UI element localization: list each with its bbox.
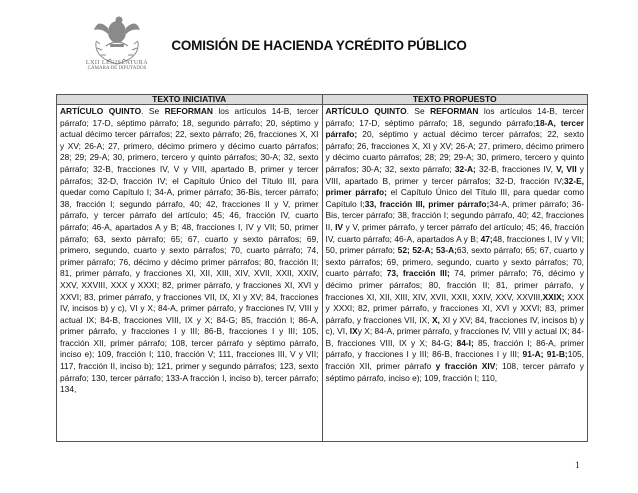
text-segment: 74, primer párrafo; 76, décimo y décimo primer párrafos; 80, fracción II; 81, primer párrafo, y fracciones XI, XII, XIII, XIV, XVII, XXII, XXIV, XXV, XXVIII, <box>325 268 584 302</box>
text-segment: 34-A, primer párrafo; 36-Bis, tercer párrafo; 38, fracción I; segundo párrafo, 40; 42, fracciones II, <box>325 198 584 232</box>
bold-text-segment: ARTÍCULO QUINTO <box>60 106 142 116</box>
bold-text-segment: V, VII <box>556 163 577 174</box>
cell-texto-propuesto <box>322 105 588 441</box>
seal-line1: LXII LEGISLATURA <box>85 60 149 66</box>
text-segment: y X; 84-A, primer párrafo, y fracciones IV, VIII y actual IX; 84-B, fracciones VIII, IX y X; 84-G; <box>325 326 584 348</box>
seal-line2: CÁMARA DE DIPUTADOS <box>87 66 147 71</box>
text-segment: XXX y XXXI; 82, primer párrafo, y fracciones XI, XVI y XXVI; 83, primer párrafo, y fracciones VII, IX, <box>325 291 584 325</box>
bold-text-segment: ARTÍCULO QUINTO <box>325 106 407 116</box>
bold-text-segment: XXIX; <box>542 291 565 302</box>
bold-text-segment: IV <box>335 221 344 232</box>
page-title: COMISIÓN DE HACIENDA YCRÉDITO PÚBLICO <box>171 38 467 53</box>
text-segment: 105, fracción XII, primer párrafo <box>325 349 584 372</box>
text-segment: 63, sexto párrafo; 65; 67, cuarto y sexto párrafos; 69, primero, segundo, cuarto y sexto párrafos; 70, cuarto párrafo; <box>325 245 585 279</box>
comparison-table <box>56 94 588 442</box>
bold-text-segment: 32-E, primer párrafo; <box>325 175 584 198</box>
text-segment: los artículos 14-B, tercer párrafo; 17-D, séptimo párrafo; 18, segundo párrafo; <box>325 106 584 128</box>
text-segment: XI y XV; 84, fracciones IV, incisos b) y c), VI, <box>325 314 584 337</box>
table-body-row <box>57 105 587 441</box>
bold-text-segment: 33, fracción III, primer párrafo; <box>364 198 490 209</box>
bold-text-segment: REFORMAN <box>164 106 213 116</box>
text-segment: 32-B, fracciones IV, <box>475 163 557 174</box>
page-number: 1 <box>575 460 580 470</box>
text-segment: y VIII, apartado B, primer y tercer párrafos; 32-D, fracción IV; <box>325 163 584 186</box>
bold-text-segment: 84-I; <box>456 337 474 348</box>
bold-text-segment: y fracción XIV <box>435 361 496 372</box>
header-texto-iniciativa: TEXTO INICIATIVA <box>152 94 227 104</box>
bold-text-segment: X, <box>431 314 440 325</box>
text-segment: y V, primer párrafo, y tercer párrafo del artículo; 45; 46, fracción IV, cuarto párrafo; 46-A, apartados A y B; <box>325 221 584 244</box>
table-header-row <box>57 95 587 105</box>
bold-text-segment: 52; 52-A; 53-A; <box>397 245 457 256</box>
text-segment: 48, fracciones I, IV y VII; 50, primer párrafo; <box>325 233 584 256</box>
bold-text-segment: 73, fracción III; <box>386 268 450 279</box>
bold-text-segment: 32-A; <box>454 163 476 174</box>
bold-text-segment: IX <box>349 326 358 337</box>
header-texto-propuesto: TEXTO PROPUESTO <box>322 95 588 104</box>
text-segment: 20, séptimo y actual décimo tercer párrafos; 22, sexto párrafo; 26, fracciones X, XI y XV; 26-A; 27, primero, décimo primero y décimo cuarto párrafos; 28; 29; 29-A; 30, primero, tercero y quinto párrafos; 30-A; 32, sexto párrafo; <box>325 129 584 174</box>
text-segment: 85, fracción I; 86-A, primer párrafo, y fracciones I y III; 86-B, fracciones I y III; <box>325 337 584 360</box>
text-segment: el Capítulo Único del Título III, para quedar como Capítulo I; <box>325 187 584 209</box>
text-segment: . Se <box>141 106 165 116</box>
bold-text-segment: 91-A; 91-B; <box>522 349 568 360</box>
cell-texto-iniciativa <box>57 105 322 441</box>
bold-text-segment: 18-A, tercer párrafo; <box>325 117 584 140</box>
bold-text-segment: REFORMAN <box>430 106 479 116</box>
bold-text-segment: 47; <box>480 233 493 244</box>
text-segment: los artículos 14-B, tercer párrafo; 17-D, séptimo párrafo; 18, segundo párrafo; 20, séptimo y actual décimo tercer párrafos; 22, sexto párrafo; 26, fracciones X, XI y XV; 26-A; 27, primero, décimo primero y décimo cuarto párrafos; 28; 29; 29-A; 30, primero, tercero y quinto párrafos; 30-A; 32, sexto párrafo; 32-B, fracciones IV, V y VIII, apartado B, primer y tercer párrafos; 32-D, fracción IV; el Capítulo Único del Título III, para quedar como Capítulo I; 34-A, primer párrafo; 36-Bis, tercer párrafo; 38, fracción I; segundo párrafo, 40; 42, fracciones II y V, primer párrafo, y tercer párrafo del artículo; 45; 46, fracción IV, cuarto párrafo; 46-A, apartados A y B; 48, fracciones I, IV y VII; 50, primer párrafo; 63, sexto párrafo; 65; 67, cuarto y sexto párrafos; 69, primero, segundo, cuarto y sexto párrafos; 70, cuarto párrafo; 74, primer párrafo; 76, décimo y décimo primer párrafos; 80, fracción II; 81, primer párrafo, y fracciones XI, XII, XIII, XIV, XVII, XXII, XXIV, XXV, XXVIII, XXX y XXXI; 82, primer párrafo, y fracciones XI, XVI y XXVI; 83, primer párrafo, y fracciones VII, IX, XI y XV; 84, fracciones IV, incisos b) y c), VI y X; 84-A, primer párrafo, y fracciones IV, VIII y actual IX; 84-B, fracciones VIII, IX y X; 84-G; 85, fracción I; 86-A, primer párrafo, y fracciones I y III; 86-B, fracciones I y III; 105, fracción XII, primer párrafo; 108, tercer párrafo y séptimo párrafo, inciso e); 109, fracción I; 110, fracción V; 111, fracciones III, V y VII; 117, fracción II, inciso b); 121, primer y segundo párrafos; 123, sexto párrafo; 130, tercer párrafo; 133-A fracción I, inciso b), tercer párrafo; 134, <box>60 106 319 395</box>
text-segment: . Se <box>406 106 431 116</box>
seal-caption <box>74 60 160 71</box>
text-segment: ; 108, tercer párrafo y séptimo párrafo, inciso e); 109, fracción I; 110, <box>325 361 584 383</box>
